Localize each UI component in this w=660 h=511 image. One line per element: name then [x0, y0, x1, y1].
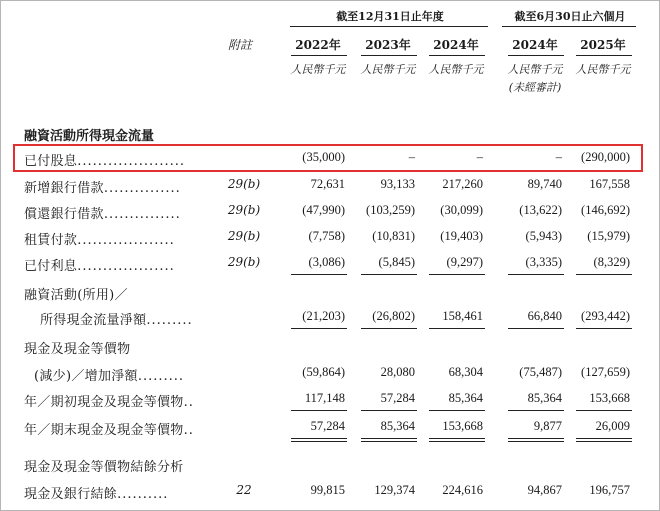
row-value: (13,622): [519, 203, 562, 217]
row-note: 29(b): [227, 229, 261, 243]
unit-header-1: 人民幣千元: [290, 63, 346, 76]
row-value: 89,740: [527, 177, 562, 191]
total-rule: [291, 328, 347, 329]
analysis-title: 現金及現金等價物結餘分析: [24, 460, 184, 475]
closing-cash-value: 153,668: [442, 419, 483, 433]
year-header-3: 2024年: [433, 38, 479, 52]
year-header-1: 2022年: [295, 38, 341, 52]
total-rule: [429, 410, 485, 411]
opening-cash-label: 年／期初現金及現金等價物..: [24, 395, 194, 410]
row-value: (5,845): [378, 255, 415, 269]
row-value: 167,558: [589, 177, 630, 191]
row-value: (290,000): [581, 150, 630, 164]
cash-change-value: (127,659): [581, 365, 630, 379]
double-rule: [429, 441, 485, 442]
total-rule: [429, 328, 485, 329]
row-label: 新增銀行借款...............: [24, 181, 181, 196]
bank-balance-note: 22: [236, 483, 252, 497]
total-rule: [361, 328, 417, 329]
year-rule-4: [508, 55, 564, 56]
cash-change-value: 28,080: [380, 365, 415, 379]
total-rule: [291, 410, 347, 411]
cash-change-value: (75,487): [519, 365, 562, 379]
subtotal-rule: [429, 274, 485, 275]
row-value: (7,758): [308, 229, 345, 243]
double-rule: [361, 441, 417, 442]
row-value: 93,133: [380, 177, 415, 191]
unaudited-note: (未經審計): [508, 81, 562, 94]
year-rule-2: [361, 55, 417, 56]
subtotal-rule: [361, 274, 417, 275]
row-value: (8,329): [593, 255, 630, 269]
row-value: (103,259): [366, 203, 415, 217]
financing-net-label-line1: 融資活動(所用)／: [24, 288, 128, 303]
row-value: (30,099): [440, 203, 483, 217]
year-header-2: 2023年: [365, 38, 411, 52]
bank-balance-value: 129,374: [374, 483, 415, 497]
cash-change-value: 68,304: [448, 365, 483, 379]
row-value: (3,335): [525, 255, 562, 269]
opening-cash-value: 153,668: [589, 391, 630, 405]
row-value: 72,631: [310, 177, 345, 191]
row-value: (35,000): [302, 150, 345, 164]
closing-cash-label: 年／期末現金及現金等價物..: [24, 423, 194, 438]
double-rule: [291, 438, 347, 439]
row-value: –: [476, 150, 483, 164]
cash-change-value: (59,864): [302, 365, 345, 379]
financing-net-value: (293,442): [581, 309, 630, 323]
bank-balance-value: 196,757: [589, 483, 630, 497]
cash-change-label-line1: 現金及現金等價物: [24, 342, 131, 357]
row-value: 217,260: [442, 177, 483, 191]
cash-change-label-line2: (減少)／增加淨額.........: [34, 369, 185, 384]
opening-cash-value: 85,364: [527, 391, 562, 405]
row-value: (3,086): [308, 255, 345, 269]
unit-header-5: 人民幣千元: [575, 63, 631, 76]
header-group-interim-rule: [502, 26, 636, 27]
opening-cash-value: 57,284: [380, 391, 415, 405]
financing-net-value: (21,203): [302, 309, 345, 323]
double-rule: [508, 438, 564, 439]
row-value: (5,943): [525, 229, 562, 243]
financing-net-value: 66,840: [527, 309, 562, 323]
bank-balance-value: 224,616: [442, 483, 483, 497]
header-group-interim: 截至6月30日止六個月: [514, 10, 626, 23]
closing-cash-value: 57,284: [310, 419, 345, 433]
row-value: (19,403): [440, 229, 483, 243]
financing-net-label-line2: 所得現金流量淨額.........: [40, 313, 193, 328]
financing-net-value: 158,461: [442, 309, 483, 323]
double-rule: [291, 441, 347, 442]
header-group-annual: 截至12月31日止年度: [336, 10, 444, 23]
total-rule: [508, 410, 564, 411]
year-rule-3: [429, 55, 485, 56]
row-value: (47,990): [302, 203, 345, 217]
subtotal-rule: [508, 274, 564, 275]
row-value: –: [555, 150, 562, 164]
bank-balance-value: 94,867: [527, 483, 562, 497]
double-rule: [508, 441, 564, 442]
row-value: (10,831): [372, 229, 415, 243]
subtotal-rule: [291, 274, 347, 275]
row-note: 29(b): [227, 177, 261, 191]
year-rule-1: [291, 55, 347, 56]
unit-header-3: 人民幣千元: [428, 63, 484, 76]
double-rule: [429, 438, 485, 439]
closing-cash-value: 26,009: [595, 419, 630, 433]
row-label: 已付股息.....................: [24, 154, 185, 169]
financing-net-value: (26,802): [372, 309, 415, 323]
year-header-5: 2025年: [580, 38, 626, 52]
total-rule: [576, 328, 632, 329]
double-rule: [576, 441, 632, 442]
row-value: (146,692): [581, 203, 630, 217]
total-rule: [508, 328, 564, 329]
row-label: 已付利息...................: [24, 259, 175, 274]
total-rule: [361, 410, 417, 411]
row-value: –: [408, 150, 415, 164]
row-label: 償還銀行借款...............: [24, 207, 181, 222]
note-column-header: 附註: [228, 38, 253, 52]
row-note: 29(b): [227, 255, 261, 269]
row-note: 29(b): [227, 203, 261, 217]
opening-cash-value: 85,364: [448, 391, 483, 405]
total-rule: [576, 410, 632, 411]
bank-balance-value: 99,815: [310, 483, 345, 497]
closing-cash-value: 85,364: [380, 419, 415, 433]
double-rule: [576, 438, 632, 439]
row-value: (9,297): [446, 255, 483, 269]
opening-cash-value: 117,148: [304, 391, 345, 405]
year-header-4: 2024年: [512, 38, 558, 52]
closing-cash-value: 9,877: [533, 419, 562, 433]
row-label: 租賃付款...................: [24, 233, 175, 248]
unit-header-4: 人民幣千元: [507, 63, 563, 76]
year-rule-5: [576, 55, 632, 56]
row-value: (15,979): [587, 229, 630, 243]
double-rule: [361, 438, 417, 439]
bank-balance-label: 現金及銀行結餘..........: [24, 487, 169, 502]
unit-header-2: 人民幣千元: [360, 63, 416, 76]
section-title-financing: 融資活動所得現金流量: [24, 129, 155, 144]
subtotal-rule: [576, 274, 632, 275]
header-group-annual-rule: [290, 26, 488, 27]
